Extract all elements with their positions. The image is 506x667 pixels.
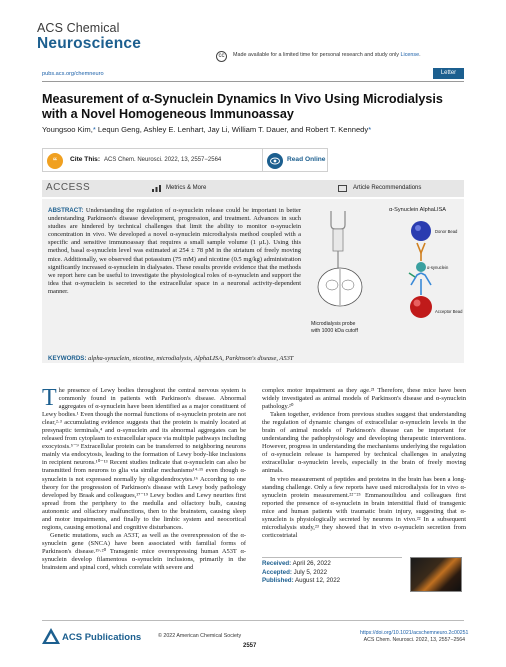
- journal-name-line2: Neuroscience: [37, 34, 142, 52]
- body-paragraph: In vivo measurement of peptides and proteins in the brain has been a long-standing challenge. Only a few reports have used microdialysis for in vivo α-synuclein protein measurement.²²⁻²⁵ Emmanouilidou and colleagues first reported the presence of α-synuclein in brain interstitial fluid of transgenic mice and human patients with traumatic brain injury, suggesting that α-synuclein is physiologically secreted by neurons in vivo.²² In a subsequent microdialysis study,²³ they showed that in vivo α-synuclein secretion from corticostriatal: [262, 475, 466, 539]
- license-text: Made available for a limited time for personal research and study only: [233, 52, 401, 58]
- donor-bead-label: Donor Bead: [435, 229, 458, 234]
- body-column-right: [262, 387, 466, 540]
- drop-cap: T: [42, 385, 57, 411]
- page-number: 2557: [243, 643, 257, 649]
- body-paragraph: Taken together, evidence from previous studies suggest that understanding the regulation of dynamic changes of extracellular α-synuclein levels in the brain of animal models of Parkinson's disease can be important for understanding the pathophysiology and developing therapeutic interventions. However, progress in understanding the mechanisms underlying the regulation of α-synuclein release is hampered by technical challenges in analyzing extracellular α-synuclein levels, especially in the brain of freely moving animals.: [262, 411, 466, 475]
- corresponding-author-mark[interactable]: *: [92, 125, 96, 134]
- metrics-more-link[interactable]: Metrics & More: [166, 184, 207, 191]
- probe-caption-line1: Microdialysis probe: [311, 321, 356, 327]
- license-link[interactable]: License: [400, 52, 420, 58]
- cite-label: Cite This:: [70, 156, 101, 163]
- abstract-body: Understanding the regulation of α-synuclein release could be important in better understanding Parkinson's disease development, progression, and treatment. Advances in such studies are hindered by technical challenges that limit the ability to monitor α-synuclein concentration in vivo. We developed a novel α-synuclein microdialysis method coupled with a specific and sensitive immunoassay that requires a small sample volume (1 μL). Using this method, basal α-synuclein level was estimated at 254 ± 78 pM in the striatum of freely moving mice. Additionally, we observed that potassium (75 mM) and nicotine (0.5 mg/kg) administration significantly increased α-synuclein in dialysates. These results provide evidence that the methods we report here can be useful to investigate the physiological roles of α-synuclein and support the idea that α-synuclein is secreted to the extracellular space in a neuronal activity-dependent manner.: [48, 207, 301, 295]
- body-paragraph: complex motor impairment as they age.²¹ Therefore, these mice have been widely investigated as animal models of Parkinson's disease and α-synuclein pathology.²⁰: [262, 387, 466, 411]
- body-paragraph: [42, 387, 246, 532]
- journal-url[interactable]: pubs.acs.org/chemneuro: [42, 71, 104, 77]
- author-name[interactable]: Lequn Geng, Ashley E. Lenhart, Jay Li, William T. Dauer, and Robert T. Kennedy: [95, 125, 369, 134]
- cite-this-button[interactable]: [42, 148, 267, 172]
- alpha-synuclein-label: α-synuclein: [427, 265, 449, 270]
- access-label: ACCESS: [46, 182, 91, 193]
- body-column-left: [42, 387, 246, 572]
- figure-title: α-Synuclein AlphaLISA: [389, 207, 447, 213]
- acs-logo-icon[interactable]: [42, 628, 60, 644]
- author-name[interactable]: Youngsoo Kim,: [42, 125, 93, 134]
- journal-cover-thumbnail[interactable]: [410, 557, 462, 592]
- eye-icon: [267, 153, 283, 169]
- alpha-synuclein-protein: [416, 262, 426, 272]
- license-suffix: .: [419, 52, 421, 58]
- access-bar: [42, 180, 464, 197]
- footer-citation: ACS Chem. Neurosci. 2022, 13, 2557−2564: [363, 636, 465, 643]
- published-label: Published:: [262, 577, 294, 585]
- bar-chart-icon[interactable]: [152, 185, 161, 192]
- read-online-button[interactable]: [262, 148, 328, 172]
- acceptor-bead: [410, 296, 432, 318]
- article-title: Measurement of α-Synuclein Dynamics In Vivo Using Microdialysis with a Novel Homogeneous Immunoassay: [42, 92, 443, 121]
- body-paragraph: Genetic mutations, such as A53T, as well as the overexpression of the α-synuclein gene (SNCA) have been associated with familial forms of Parkinson's disease.¹⁹·²⁰ Transgenic mice overexpressing human A53T α-synuclein develop filamentous α-synuclein inclusions, primarily in the brainstem and spinal cord, which correlate with severe and: [42, 531, 246, 572]
- published-date: August 12, 2022: [295, 577, 341, 585]
- accepted-label: Accepted:: [262, 568, 292, 576]
- header-divider: [42, 81, 464, 82]
- doi-link[interactable]: https://doi.org/10.1021/acschemneuro.2c00251: [360, 630, 469, 636]
- journal-name-line1: ACS Chemical: [37, 21, 120, 35]
- article-recommendations-link[interactable]: Article Recommendations: [353, 184, 422, 191]
- abstract: [48, 207, 301, 296]
- corresponding-author-mark[interactable]: *: [368, 125, 372, 134]
- received-label: Received:: [262, 560, 292, 567]
- accepted-date: July 5, 2022: [293, 568, 328, 576]
- citation-reference: ACS Chem. Neurosci. 2022, 13, 2557−2564: [104, 156, 222, 163]
- article-type-badge: Letter: [433, 68, 464, 79]
- author-list: [42, 125, 472, 134]
- keywords-list: alpha-synuclein, nicotine, microdialysis, AlphaLISA, Parkinson's disease, A53T: [86, 355, 294, 362]
- keywords-heading: KEYWORDS:: [48, 355, 87, 362]
- article-dates: [262, 560, 372, 586]
- probe-body: [333, 229, 343, 251]
- recommendations-icon[interactable]: [338, 185, 347, 192]
- dates-divider: [262, 557, 402, 558]
- journal-logo[interactable]: [37, 22, 141, 51]
- abstract-heading: ABSTRACT:: [48, 207, 84, 214]
- license-notice: [233, 52, 421, 58]
- keywords: [48, 355, 458, 363]
- probe-caption-line2: with 1000 kDa cutoff: [311, 328, 358, 334]
- acceptor-bead-label: Acceptor Bead: [435, 309, 463, 314]
- footer-divider: [42, 620, 464, 621]
- quote-icon: “: [47, 153, 63, 169]
- toc-graphic: [303, 203, 463, 353]
- paragraph-text: he presence of Lewy bodies throughout the central nervous system is commonly found in patients with Parkinson's disease. Abnormal aggregates of α-synuclein have been identified as a major constituent of Lewy bodies.¹ Even though the normal functions of α-synuclein protein are not clear,²·³ accumulating evidence suggests that the protein is mainly located at presynaptic terminals,⁴ and α-synuclein and its abnormal aggregates can be released from cytoplasm to extracellular space via multiple pathways including exocytosis.⁵⁻⁹ Extracellular protein can be transferred to neighboring neurons mainly via endocytosis, leading to the formation of Lewy body-like inclusions in recipient neurons.¹⁰⁻¹³ Recent studies indicate that α-synuclein can also be transmitted from neurons to glia via similar mechanisms¹⁴·¹⁵ even though α-synuclein is not expressed normally by oligodendrocytes.¹⁶ According to one theory for the progression of Parkinson's disease with Lewy body pathology developed by Braak and colleagues,¹⁷⁻¹⁹ Lewy bodies and Lewy neurites first spread from the periphery to the medulla and olfactory bulb, causing autonomic and olfactory malfunctions, then to the brainstem, causing sleep and motor impairments, and finally to the limbic system and neocortical regions, causing emotional and cognitive disturbances.: [42, 387, 246, 531]
- copyright-notice: © 2022 American Chemical Society: [158, 633, 242, 639]
- doi-block: [360, 630, 469, 644]
- donor-bead: [411, 221, 431, 241]
- cc-icon: cc: [216, 51, 227, 62]
- publisher-name[interactable]: ACS Publications: [62, 632, 142, 643]
- received-date: April 26, 2022: [292, 560, 331, 567]
- read-online-label: Read Online: [287, 156, 326, 163]
